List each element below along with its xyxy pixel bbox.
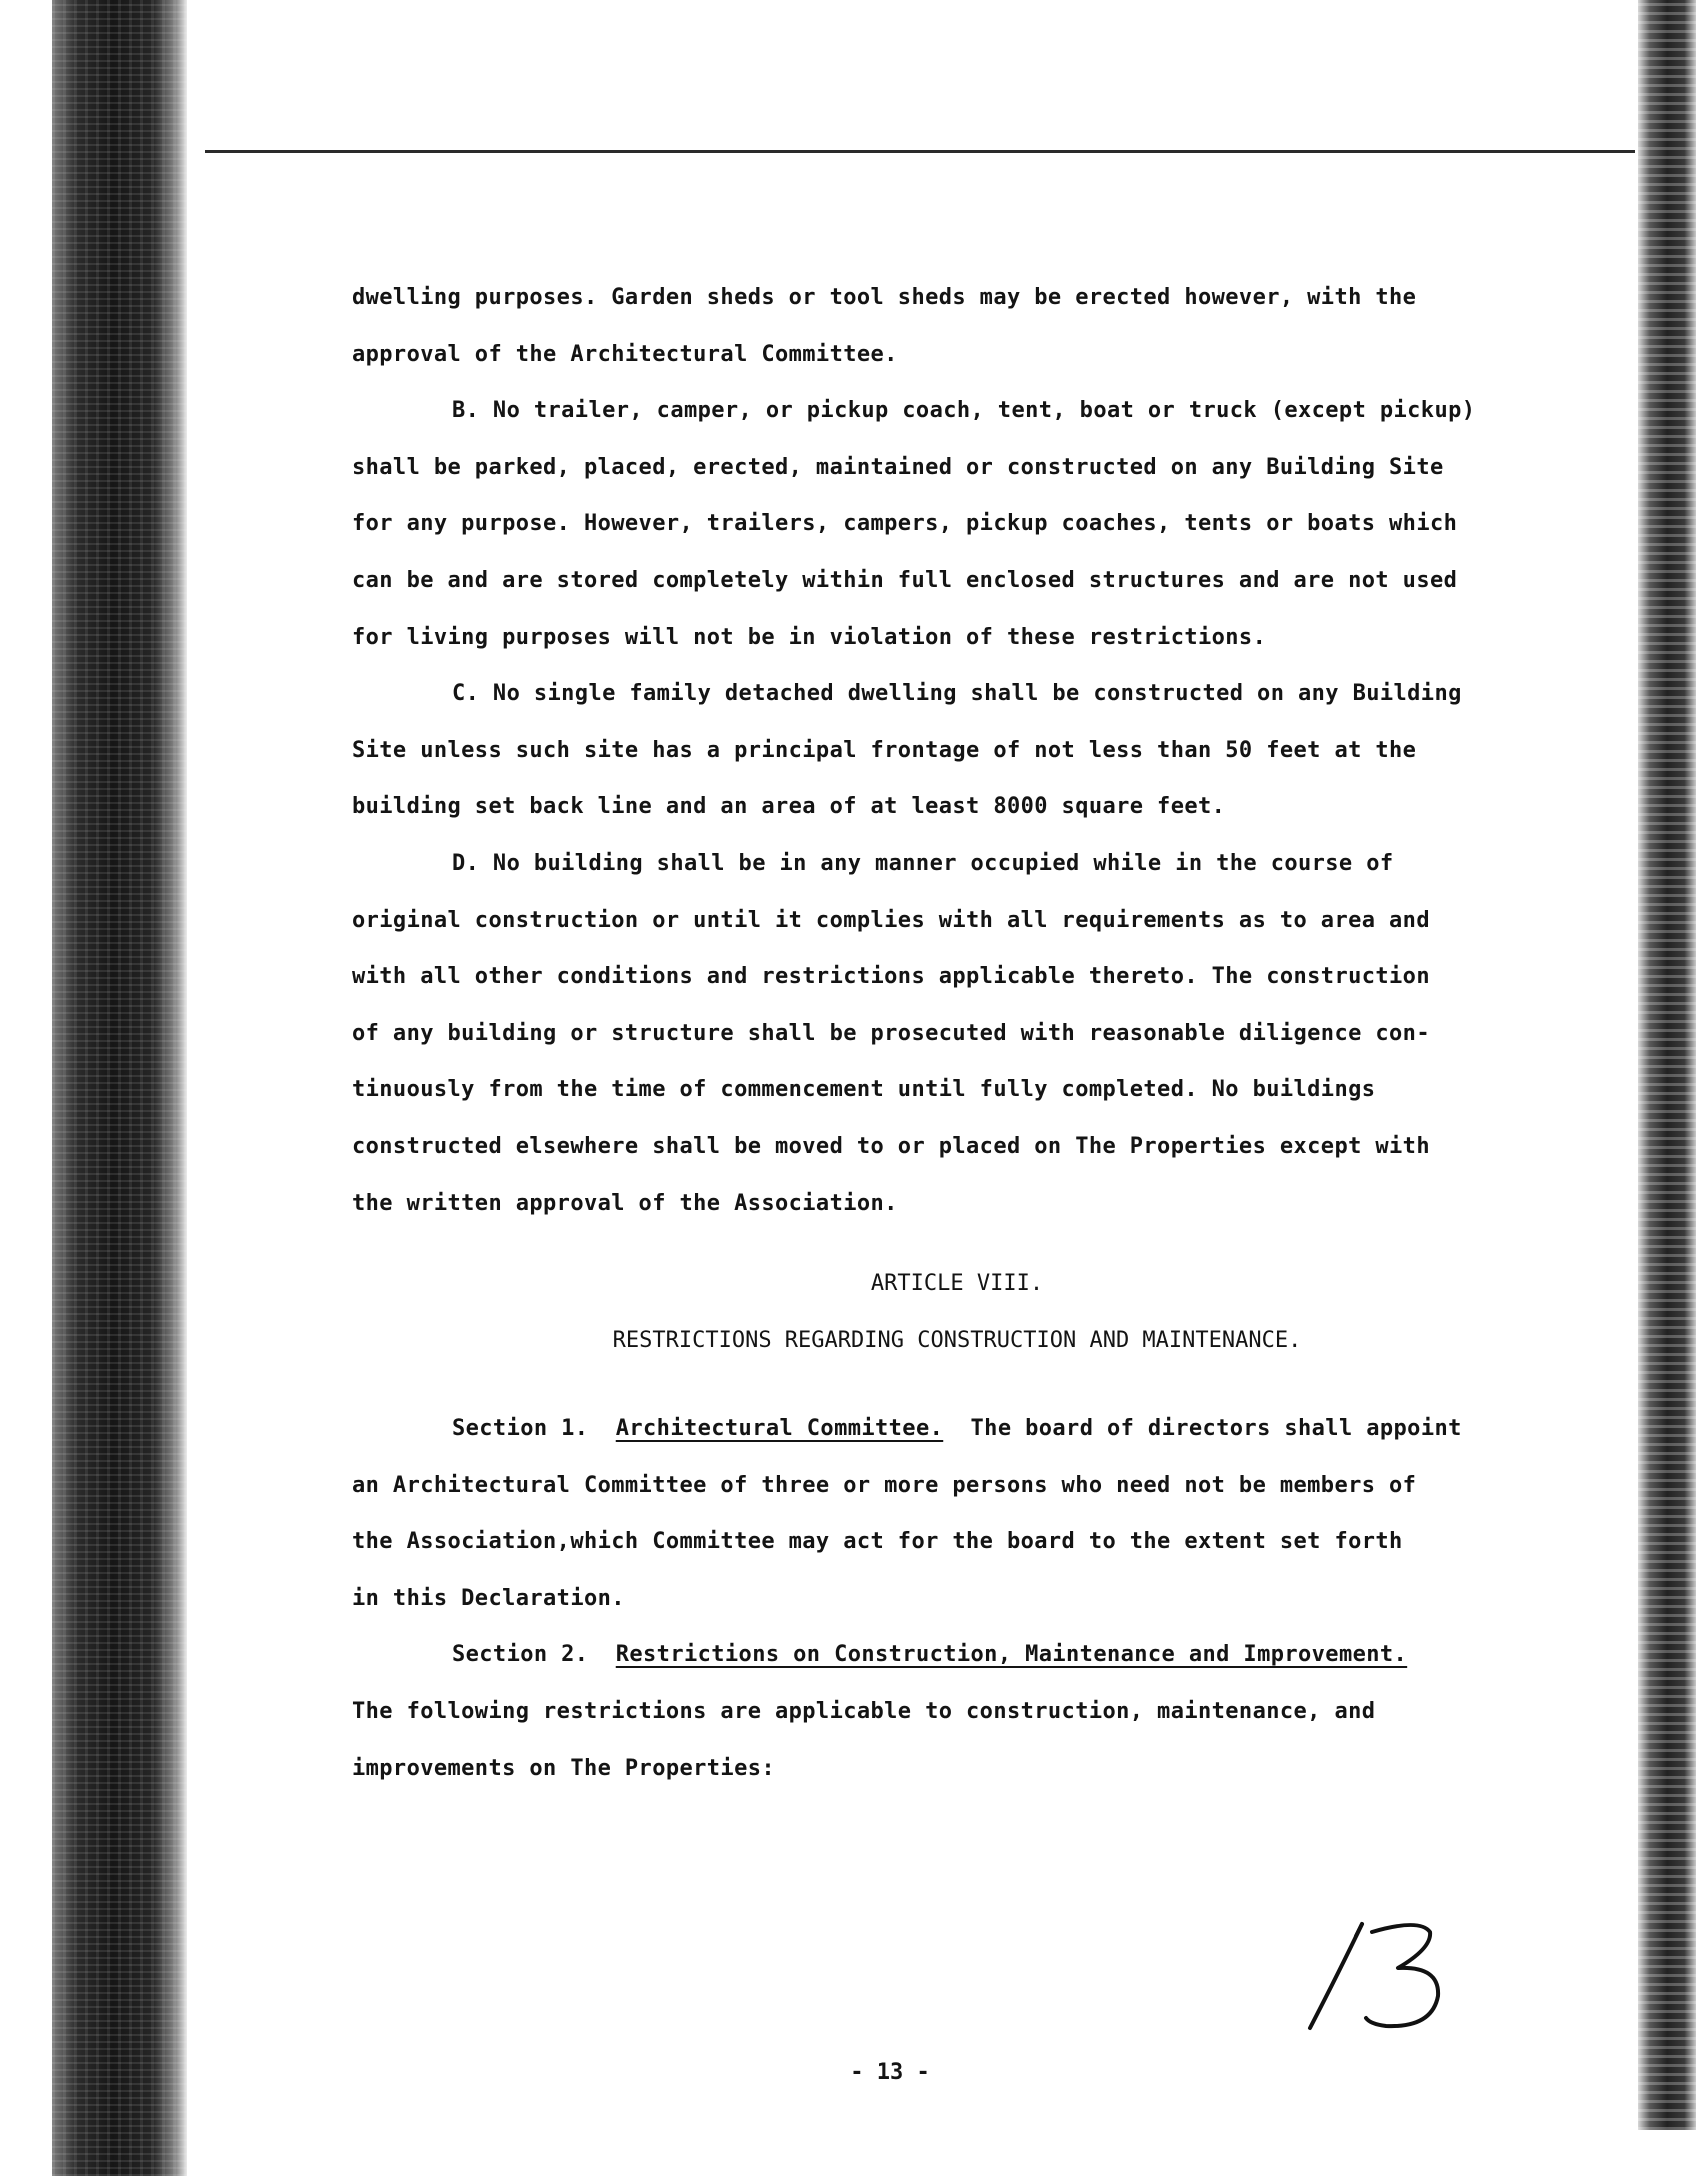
paragraph-b bbox=[352, 383, 1562, 666]
section-2-first-line bbox=[352, 1626, 1562, 1683]
text-line: original construction or until it complies with all requirements as to area and bbox=[352, 907, 1430, 933]
text-line: dwelling purposes. Garden sheds or tool sheds may be erected however, with the bbox=[352, 285, 1417, 310]
text-line: for living purposes will not be in violation of these restrictions. bbox=[352, 624, 1267, 650]
section-2-heading: Restrictions on Construction, Maintenance and Improvement. bbox=[615, 1642, 1408, 1668]
section-1-first-line bbox=[352, 1400, 1562, 1457]
text-line: B. No trailer, camper, or pickup coach, tent, boat or truck (except pickup) bbox=[452, 398, 1476, 424]
section-1-label: Section 1. bbox=[452, 1416, 589, 1441]
text-line: approval of the Architectural Committee. bbox=[352, 341, 898, 367]
scan-shadow-left bbox=[52, 0, 187, 2176]
text-line: an Architectural Committee of three or more persons who need not be members of bbox=[352, 1472, 1417, 1498]
section-2-label: Section 2. bbox=[452, 1642, 589, 1668]
text-line: building set back line and an area of at least 8000 square feet. bbox=[352, 794, 1226, 820]
text-line: tinuously from the time of commencement until fully completed. No buildings bbox=[352, 1077, 1376, 1103]
text-line: improvements on The Properties: bbox=[352, 1755, 775, 1781]
text-line: in this Declaration. bbox=[352, 1585, 625, 1611]
sections bbox=[352, 1400, 1562, 1796]
paragraph-d bbox=[352, 836, 1562, 1232]
text-line: shall be parked, placed, erected, maintained or constructed on any Building Site bbox=[352, 454, 1444, 480]
text-line: C. No single family detached dwelling shall be constructed on any Building bbox=[452, 681, 1462, 707]
text-line: of any building or structure shall be prosecuted with reasonable diligence con- bbox=[352, 1020, 1430, 1046]
text-line: Site unless such site has a principal frontage of not less than 50 feet at the bbox=[352, 737, 1417, 763]
article-number: ARTICLE VIII. bbox=[870, 1271, 1044, 1296]
text-line: D. No building shall be in any manner occupied while in the course of bbox=[452, 850, 1394, 876]
text-line: can be and are stored completely within full enclosed structures and are not used bbox=[352, 567, 1458, 593]
section-1 bbox=[352, 1400, 1562, 1626]
section-1-heading: Architectural Committee. bbox=[615, 1416, 944, 1441]
document-body bbox=[352, 270, 1562, 1232]
scan-shadow-right bbox=[1638, 0, 1696, 2130]
handwritten-13-drawing bbox=[1300, 1910, 1480, 2040]
section-2 bbox=[352, 1626, 1562, 1796]
text-line: the written approval of the Association. bbox=[352, 1190, 898, 1216]
top-rule bbox=[205, 150, 1635, 153]
text-line: The following restrictions are applicable to construction, maintenance, and bbox=[352, 1698, 1376, 1724]
paragraph-a bbox=[352, 270, 1562, 383]
section-1-first-line-rest: The board of directors shall appoint bbox=[970, 1416, 1462, 1441]
page-number: - 13 - bbox=[850, 2060, 930, 2085]
article-heading bbox=[352, 1255, 1562, 1369]
text-line: the Association,which Committee may act for the board to the extent set forth bbox=[352, 1529, 1403, 1555]
text-line: with all other conditions and restrictions applicable thereto. The construction bbox=[352, 964, 1430, 990]
article-title: RESTRICTIONS REGARDING CONSTRUCTION AND MAINTENANCE. bbox=[612, 1328, 1302, 1353]
text-line: for any purpose. However, trailers, campers, pickup coaches, tents or boats which bbox=[352, 511, 1458, 537]
handwritten-page-number bbox=[1300, 1910, 1480, 2040]
text-line: constructed elsewhere shall be moved to or placed on The Properties except with bbox=[352, 1133, 1430, 1159]
paragraph-c bbox=[352, 666, 1562, 836]
